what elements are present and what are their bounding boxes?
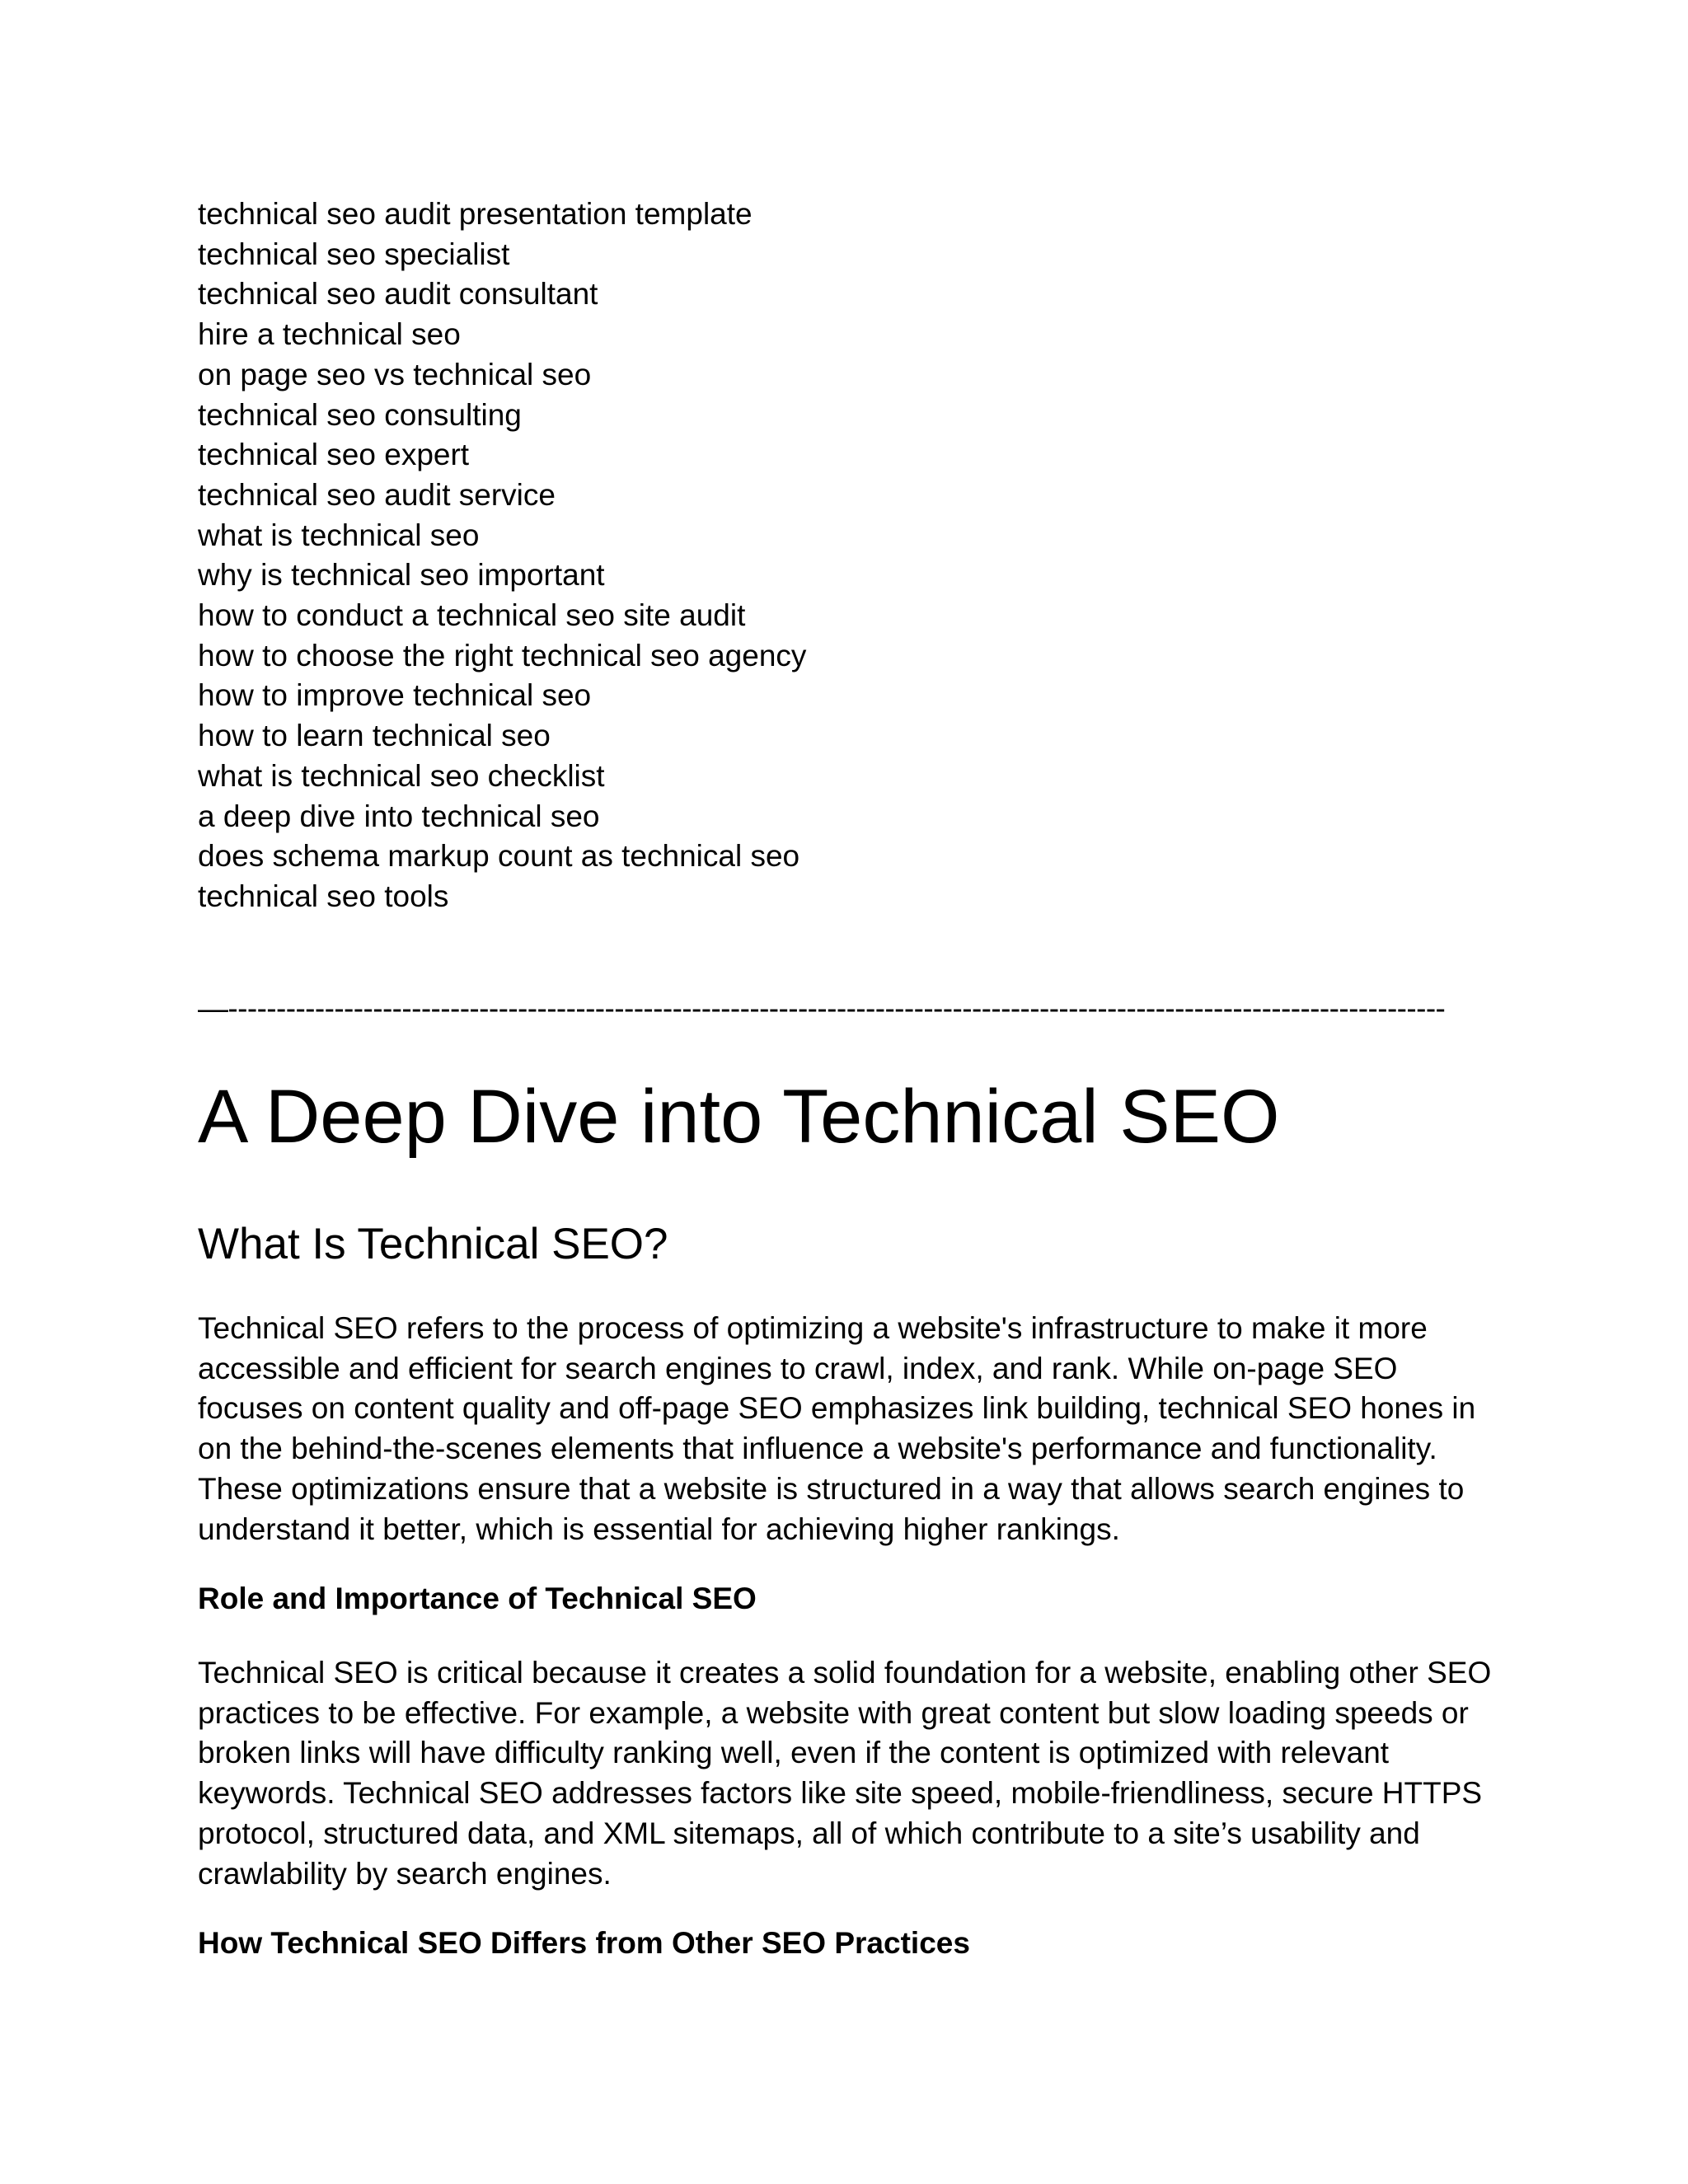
keyword-list	[198, 194, 1492, 917]
section-heading: What Is Technical SEO?	[198, 1220, 668, 1268]
subheading-role-importance: Role and Importance of Technical SEO	[198, 1582, 757, 1615]
keyword-item: how to improve technical seo	[198, 678, 592, 713]
keyword-item: how to learn technical seo	[198, 719, 551, 753]
intro-paragraph: Technical SEO refers to the process of optimizing a website's infrastructure to make it more accessible and efficient for search engines to crawl, index, and rank. While on-page SEO focuses on content quality and off-page SEO emphasizes link building, technical SEO hones in on the behind-the-scenes elements that influence a website's performance and functionality. These optimizations ensure that a website is structured in a way that allows search engines to understand it better, which is essential for achieving higher rankings.	[198, 1311, 1476, 1546]
keyword-item: hire a technical seo	[198, 317, 461, 352]
keyword-item: what is technical seo checklist	[198, 758, 605, 793]
keyword-item: a deep dive into technical seo	[198, 799, 600, 833]
section-divider: —------------------------------------------------------------------------------------------------------------------------------	[198, 991, 1446, 1025]
keyword-list-section	[198, 194, 1492, 917]
keyword-item: technical seo specialist	[198, 237, 510, 271]
keyword-item: how to conduct a technical seo site audit	[198, 598, 746, 633]
article-title: A Deep Dive into Technical SEO	[198, 1075, 1280, 1159]
keyword-item: on page seo vs technical seo	[198, 357, 592, 391]
keyword-item: technical seo audit service	[198, 477, 556, 512]
keyword-item: technical seo expert	[198, 438, 470, 472]
subheading-differs: How Technical SEO Differs from Other SEO Practices	[198, 1926, 970, 1960]
keyword-item: why is technical seo important	[198, 558, 605, 593]
keyword-item: technical seo audit presentation template	[198, 197, 753, 231]
keyword-item: technical seo consulting	[198, 397, 522, 432]
role-paragraph: Technical SEO is critical because it creates a solid foundation for a website, enabling other SEO practices to be effective. For example, a website with great content but slow loading speeds or broken links will have difficulty ranking well, even if the content is optimized with relevant keywords. Technical SEO addresses factors like site speed, mobile-friendliness, secure HTTPS protocol, structured data, and XML sitemaps, all of which contribute to a site’s usability and crawlability by search engines.	[198, 1656, 1492, 1891]
keyword-item: technical seo audit consultant	[198, 277, 598, 312]
keyword-item: what is technical seo	[198, 518, 480, 552]
keyword-item: how to choose the right technical seo agency	[198, 638, 807, 673]
keyword-item: technical seo tools	[198, 879, 449, 913]
keyword-item: does schema markup count as technical seo	[198, 839, 800, 874]
